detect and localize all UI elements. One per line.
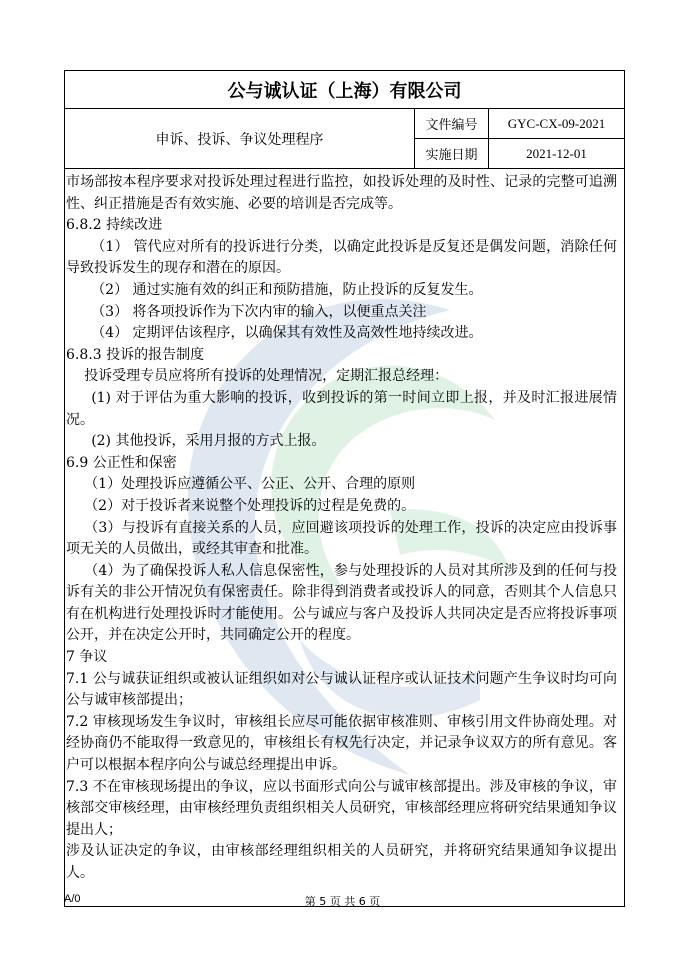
paragraph: 7.3 不在审核现场提出的争议，应以书面形式向公与诚审核部提出。涉及审核的争议，审核部交审核经理，由审核经理负责组织相关人员研究，审核部经理应将研究结果通知争议提出人； (66, 778, 617, 838)
paragraph: 7.2 审核现场发生争议时，审核组长应尽可能依据审核准则、审核引用文件协商处理。对经协商仍不能取得一致意见的，审核组长有权先行决定，并记录争议双方的所有意见。客户可以根据本程序向公与诚总经理提出申诉。 (66, 713, 617, 774)
paragraph: （1） 管代应对所有的投诉进行分类，以确定此投诉是反复还是偶发问题，消除任何导致投诉发生的现存和潜在的原因。 (66, 238, 617, 277)
paragraph: （4）为了确保投诉人私人信息保密性，参与处理投诉的人员对其所涉及到的任何与投诉有关的非公开情况负有保密责任。除非得到消费者或投诉人的同意，否则其个人信息只有在机构进行处理投诉时才能使用。公与诚应与客户及投诉人共同决定是否应将投诉事项公开，并在决定公开时，共同确定公开的程度。 (66, 562, 617, 644)
paragraph: （1）处理投诉应遵循公平、公正、公开、合理的原则 (84, 476, 416, 493)
version-label: A/0 (64, 893, 81, 905)
section-heading: 6.9 公正性和保密 (66, 454, 177, 471)
section-heading: 6.8.3 投诉的报告制度 (66, 346, 205, 363)
effective-date-value: 2021-12-01 (489, 139, 624, 169)
effective-date-label: 实施日期 (415, 139, 489, 169)
paragraph: （4） 定期评估该程序，以确保其有效性及高效性地持续改进。 (91, 325, 483, 342)
paragraph: 市场部按本程序要求对投诉处理过程进行监控，如投诉处理的及时性、记录的完整可追溯性、纠正措施是否有效实施、必要的培训是否完成等。 (66, 174, 617, 212)
paragraph: 涉及认证决定的争议，由审核部经理组织相关的人员研究，并将研究结果通知争议提出人。 (66, 843, 617, 881)
paragraph: （2）对于投诉者来说整个处理投诉的过程是免费的。 (84, 497, 416, 514)
section-heading: 6.8.2 持续改进 (66, 217, 163, 234)
paragraph: (2) 其他投诉，采用月报的方式上报。 (91, 433, 326, 450)
paragraph: 投诉受理专员应将所有投诉的处理情况，定期汇报总经理： (84, 368, 449, 385)
doc-number-label: 文件编号 (415, 109, 489, 139)
section-heading: 7 争议 (66, 649, 108, 666)
page-number: 第 5 页 共 6 页 (304, 895, 381, 908)
paragraph: （3） 将各项投诉作为下次内审的输入，以便重点关注 (91, 303, 427, 320)
body-text (66, 172, 617, 885)
doc-number-value: GYC-CX-09-2021 (489, 109, 624, 139)
paragraph: (1) 对于评估为重大影响的投诉，收到投诉的第一时间立即上报，并及时汇报进展情况。 (66, 389, 617, 428)
paragraph: （2） 通过实施有效的纠正和预防措施，防止投诉的反复发生。 (91, 281, 483, 298)
procedure-title: 申诉、投诉、争议处理程序 (65, 109, 415, 169)
company-title: 公与诚认证（上海）有限公司 (65, 71, 624, 109)
paragraph: （3）与投诉有直接关系的人员，应回避该项投诉的处理工作，投诉的决定应由投诉事项无关的人员做出，或经其审查和批准。 (66, 519, 617, 558)
paragraph: 7.1 公与诚获证组织或被认证组织如对公与诚认证程序或认证技术问题产生争议时均可向公与诚审核部提出； (66, 670, 617, 709)
